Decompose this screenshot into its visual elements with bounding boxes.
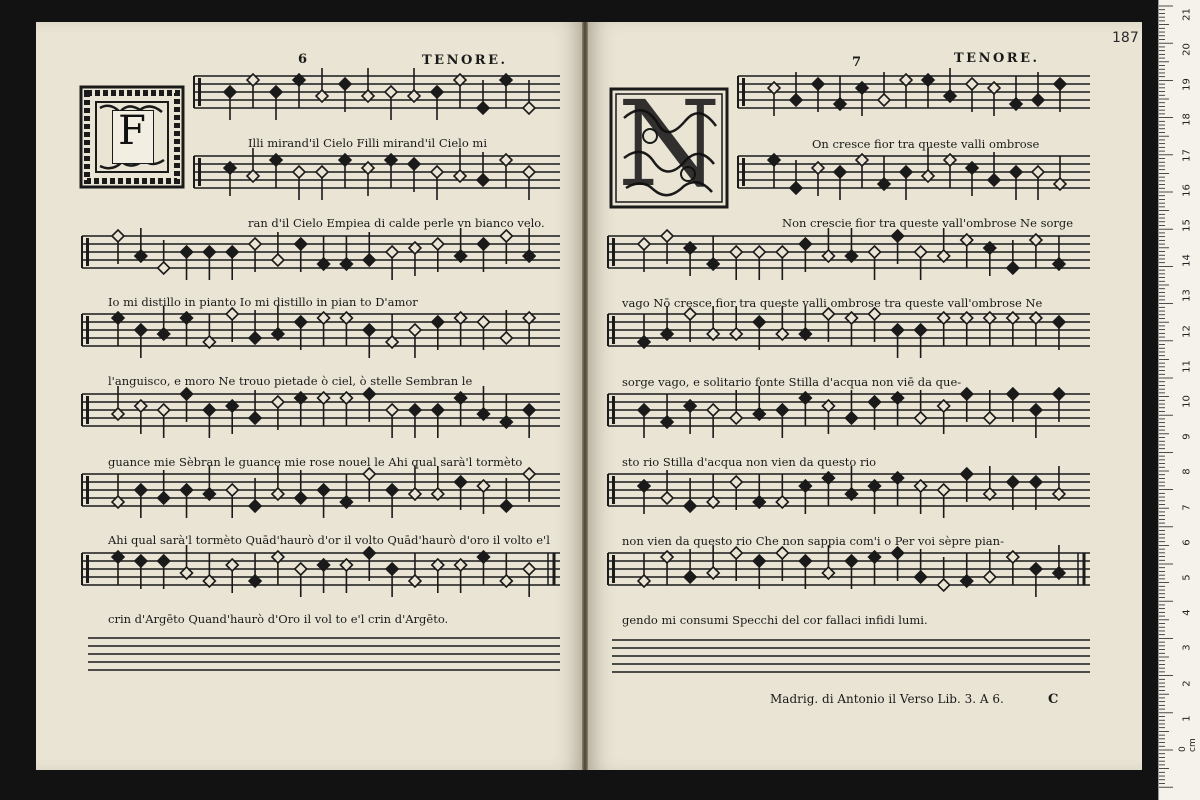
right-part-name: TENORE. [954,51,1040,66]
initial-letter-f: F [118,108,146,154]
left-part-name: TENORE. [422,53,508,68]
right-lyric-line-1: On cresce fior tra queste valli ombrose [812,137,1040,151]
signature-mark: C [1048,692,1059,707]
ruler-number: 10 [1181,395,1193,408]
ruler-unit-label: 0 cm [1178,738,1198,752]
ruler-number: 20 [1181,43,1193,56]
ruler-number: 14 [1181,254,1193,268]
ruler-number: 4 [1181,609,1193,616]
ruler-number: 19 [1181,78,1193,92]
ruler-number: 18 [1181,113,1193,127]
ruler-number: 11 [1181,359,1193,373]
left-lyric-line-6: Ahi qual sarà'l tormèto Quād'haurò d'or il volto Quād'haurò d'oro il volto e'l [108,533,550,547]
ruler-number: 5 [1181,574,1193,581]
ruler-number: 15 [1181,219,1193,232]
ruler-number: 6 [1181,539,1193,546]
ruler-number: 16 [1181,183,1193,197]
printer-footer: Madrig. di Antonio il Verso Lib. 3. A 6. [770,692,1004,706]
right-lyric-line-7: gendo mi consumi Specchi del cor fallaci infidi lumi. [622,613,928,627]
ruler-number: 13 [1181,289,1193,303]
right-lyric-line-6: non vien da questo rio Che non sappia com'i o Per voi sèpre pian- [622,534,1004,548]
ruler-number: 9 [1181,433,1193,440]
right-lyric-line-2: Non crescie fior tra queste vall'ombrose Ne sorge [782,216,1074,230]
left-lyric-line-7: crin d'Argēto Quand'haurò d'Oro il vol to e'l crin d'Argēto. [108,612,449,626]
right-lyric-line-3: vago Nō cresce fior tra queste valli ombrose tra queste vall'ombrose Ne [622,296,1043,310]
right-lyric-line-5: sto rio Stilla d'acqua non vien da questo rio [622,455,877,469]
ruler-number: 7 [1181,503,1193,511]
ruler-number: 17 [1181,148,1193,162]
left-lyric-line-3: Io mi distillo in pianto Io mi distillo in pian to D'amor [108,295,418,309]
left-lyric-line-4: l'anguisco, e moro Ne trouo pietade ò ciel, ò stelle Sembran le [108,374,473,388]
left-lyric-line-1: Illi mirand'il Cielo Filli mirand'il Cielo mi [248,136,487,150]
ruler-number: 3 [1181,644,1193,652]
initial-letter-n: N [617,75,721,213]
right-page-number: 7 [852,55,862,70]
right-lyric-line-4: sorge vago, e solitario fonte Stilla d'acqua non viē da que- [622,375,962,389]
left-page-number: 6 [298,52,308,67]
ruler-number: 8 [1181,468,1193,476]
ruler-number: 1 [1181,715,1193,722]
ruler-number: 12 [1181,324,1193,338]
left-lyric-line-5: guance mie Sèbran le guance mie rose nouel le Ahi qual sarà'l tormèto [108,455,523,469]
ruler-number: 21 [1181,7,1193,21]
folio-mark: 187 [1112,30,1139,46]
left-lyric-line-2: ran d'il Cielo Empiea di calde perle vn bianco velo. [248,216,545,230]
ruler-number: 2 [1181,679,1193,687]
